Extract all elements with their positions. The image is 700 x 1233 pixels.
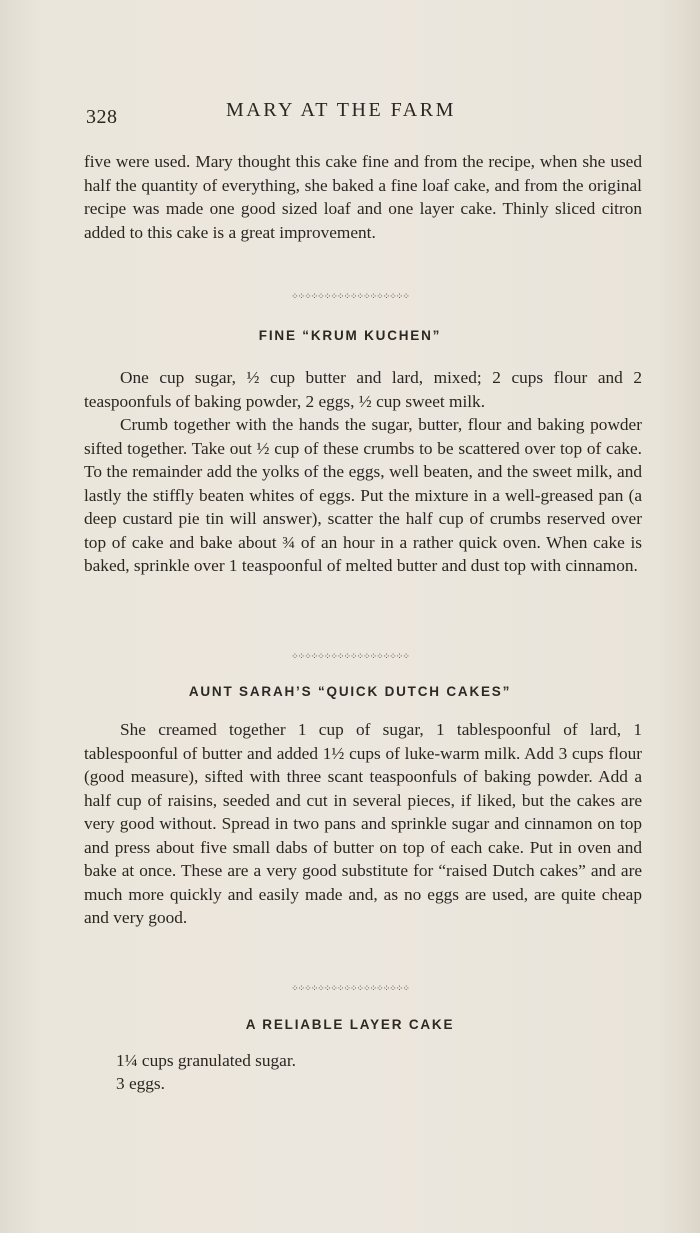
ornament-divider: ⁘⁘⁘⁘⁘⁘⁘⁘⁘⁘⁘⁘⁘⁘⁘⁘⁘⁘ (291, 292, 409, 302)
recipe-title-krum-kuchen: FINE “KRUM KUCHEN” (258, 328, 442, 343)
krum-kuchen-method: Crumb together with the hands the sugar, butter, flour and baking powder sifted together. Take out ½ cup of these crumbs to be scattered over top of cake. To the remainder add the yolks of the eggs, well beaten, and the sweet milk, and lastly the stiffly beaten whites of eggs. Put the mixture in a well-greased pan (a deep custard pie tin will answer), scatter the half cup of crumbs reserved over top of cake and bake about ¾ of an hour in a rather quick oven. When cake is baked, sprinkle over 1 teaspoonful of melted butter and dust top with cinnamon. (84, 415, 642, 575)
recipe-title-quick-dutch-cakes: AUNT SARAH’S “QUICK DUTCH CAKES” (188, 684, 512, 699)
ingredient-line: 1¼ cups granulated sugar. (116, 1051, 296, 1070)
page-number: 328 (86, 106, 118, 128)
krum-kuchen-ingredients: One cup sugar, ½ cup butter and lard, mixed; 2 cups flour and 2 teaspoonfuls of baking powder, 2 eggs, ½ cup sweet milk. (84, 368, 642, 411)
intro-paragraph: five were used. Mary thought this cake fine and from the recipe, when she used half the quantity of everything, she baked a fine loaf cake, and from the original recipe was made one good sized loaf and one layer cake. Thinly sliced citron added to this cake is a great improvement. (84, 152, 642, 242)
ornament-divider: ⁘⁘⁘⁘⁘⁘⁘⁘⁘⁘⁘⁘⁘⁘⁘⁘⁘⁘ (291, 984, 409, 994)
running-title: MARY AT THE FARM (226, 99, 456, 121)
ornament-divider: ⁘⁘⁘⁘⁘⁘⁘⁘⁘⁘⁘⁘⁘⁘⁘⁘⁘⁘ (291, 652, 409, 662)
quick-dutch-cakes-method: She creamed together 1 cup of sugar, 1 tablespoonful of lard, 1 tablespoonful of butter and added 1½ cups of luke-warm milk. Add 3 cups flour (good measure), sifted with three scant teaspoonfuls of baking powder. Add a half cup of raisins, seeded and cut in several pieces, if liked, but the cakes are very good without. Spread in two pans and sprinkle sugar and cinnamon on top and press about five small dabs of butter on top of each cake. Put in oven and bake at once. These are a very good substitute for “raised Dutch cakes” and are much more quickly and easily made and, as no eggs are used, are quite cheap and very good. (84, 720, 642, 927)
ingredient-line: 3 eggs. (116, 1074, 165, 1093)
recipe-title-layer-cake: A RELIABLE LAYER CAKE (245, 1017, 455, 1032)
page-header (86, 96, 642, 130)
